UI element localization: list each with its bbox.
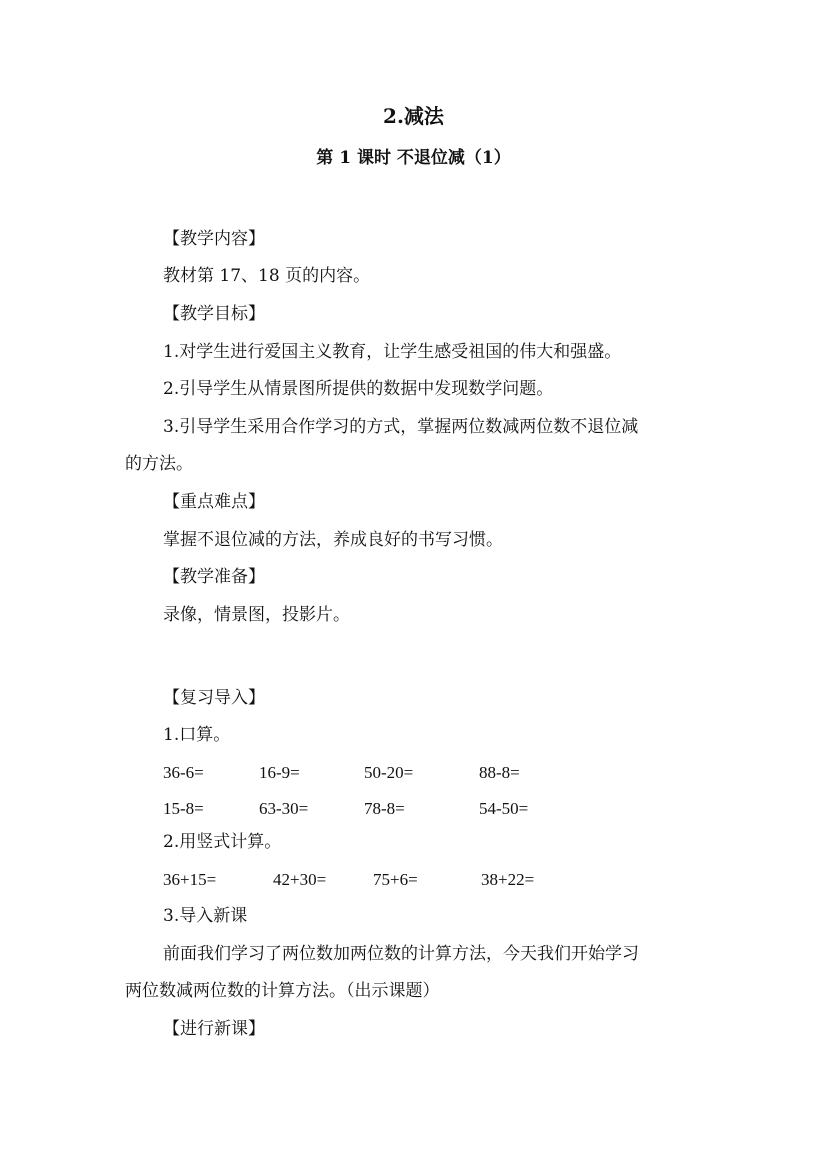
section-heading-review: 【复习导入】 (163, 688, 265, 708)
intro-label: 3.导入新课 (163, 906, 248, 926)
goal-item-3: 3.引导学生采用合作学习的方式，掌握两位数减两位数不退位减 (163, 417, 639, 437)
goal-item-3-continued: 的方法。 (125, 454, 193, 474)
intro-text-line-1: 前面我们学习了两位数加两位数的计算方法，今天我们开始学习 (163, 944, 639, 964)
oral-problem: 16-9= (259, 763, 300, 782)
section-heading-new-lesson: 【进行新课】 (163, 1019, 265, 1039)
key-points-text: 掌握不退位减的方法，养成良好的书写习惯。 (163, 530, 503, 550)
goal-item-2: 2.引导学生从情景图所提供的数据中发现数学问题。 (163, 379, 554, 399)
oral-problem: 15-8= (163, 799, 204, 818)
oral-problem: 63-30= (259, 799, 309, 818)
preparation-text: 录像，情景图，投影片。 (163, 605, 350, 625)
vertical-problem: 38+22= (481, 870, 535, 889)
oral-problem: 88-8= (479, 763, 520, 782)
goal-item-1: 1.对学生进行爱国主义教育，让学生感受祖国的伟大和强盛。 (163, 342, 622, 362)
oral-problem: 54-50= (479, 799, 529, 818)
page-title: 2.减法 (383, 104, 444, 128)
section-heading-goals: 【教学目标】 (163, 304, 265, 324)
vertical-problem: 42+30= (273, 870, 327, 889)
vertical-calc-label: 2.用竖式计算。 (163, 832, 282, 852)
section-heading-preparation: 【教学准备】 (163, 567, 265, 587)
content-text: 教材第 17、18 页的内容。 (163, 266, 371, 286)
vertical-problem: 75+6= (373, 870, 418, 889)
oral-problem: 36-6= (163, 763, 204, 782)
oral-problem: 78-8= (364, 799, 405, 818)
vertical-problem: 36+15= (163, 870, 217, 889)
oral-calc-label: 1.口算。 (163, 725, 231, 745)
section-heading-content: 【教学内容】 (163, 229, 265, 249)
section-heading-key-points: 【重点难点】 (163, 492, 265, 512)
lesson-subtitle: 第 1 课时 不退位减（1） (316, 148, 511, 168)
intro-text-line-2: 两位数减两位数的计算方法。（出示课题） (125, 981, 440, 1001)
oral-problem: 50-20= (364, 763, 414, 782)
